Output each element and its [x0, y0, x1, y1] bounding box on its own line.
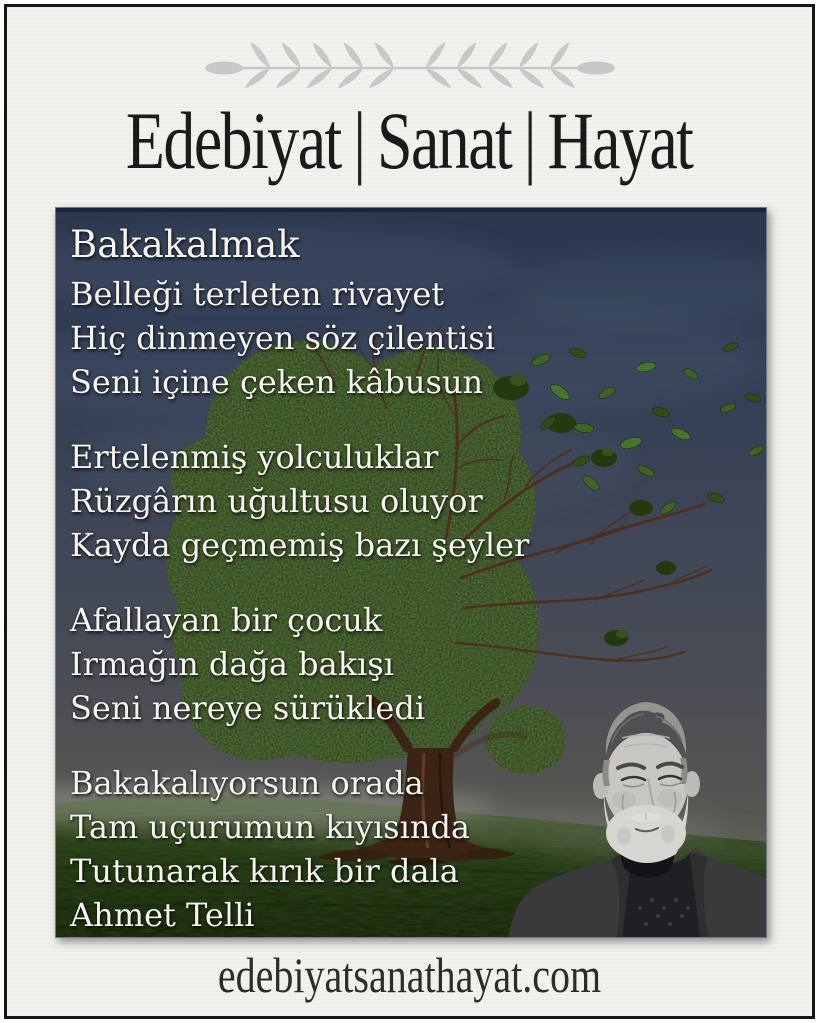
poem-line: Tam uçurumun kıyısında	[70, 808, 470, 846]
poem-line: Bakakalıyorsun orada	[70, 764, 424, 802]
site-footer	[0, 948, 819, 1003]
title-segment: Sanat	[377, 95, 512, 186]
poem-line: Irmağın dağa bakışı	[70, 645, 394, 683]
poster-artwork	[55, 207, 767, 938]
laurel-ornament-icon	[198, 36, 622, 100]
poem-line: Ertelenmiş yolculuklar	[70, 438, 439, 476]
poem-line: Belleği terleten rivayet	[70, 275, 445, 313]
poem-author: Ahmet Telli	[70, 896, 255, 934]
title-segment: Hayat	[547, 95, 693, 186]
poem-line: Tutunarak kırık bir dala	[70, 852, 459, 890]
poem-line: Afallayan bir çocuk	[70, 601, 383, 639]
website-url: edebiyatsanathayat.com	[217, 947, 602, 1003]
poem-line: Hiç dinmeyen söz çilentisi	[70, 319, 496, 357]
poem-line: Kayda geçmemiş bazı şeyler	[70, 526, 530, 564]
title-separator: |	[524, 95, 536, 186]
scene-illustration	[56, 208, 767, 938]
poem-title: Bakakalmak	[70, 223, 300, 266]
poem-line: Seni nereye sürükledi	[70, 689, 426, 727]
title-segment: Edebiyat	[126, 95, 342, 186]
title-separator: |	[353, 95, 365, 186]
poem-line: Rüzgârın uğultusu oluyor	[70, 482, 483, 520]
poem-line: Seni içine çeken kâbusun	[70, 363, 484, 401]
site-title	[0, 95, 819, 186]
